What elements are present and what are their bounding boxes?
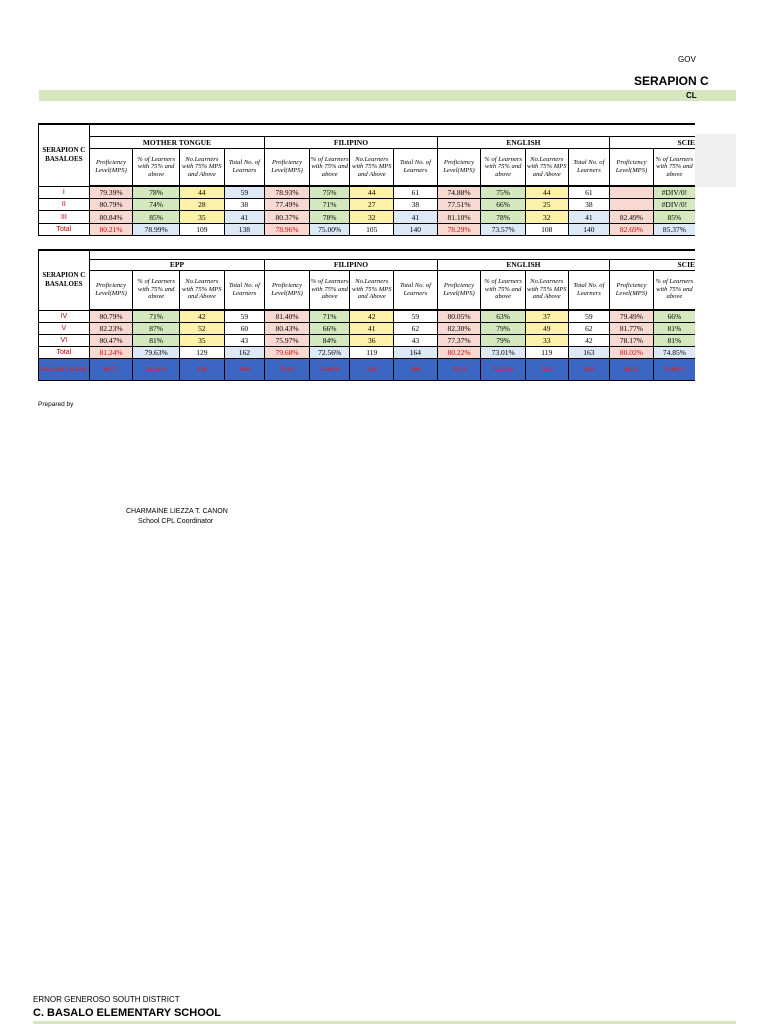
table-cell: 36 — [350, 334, 394, 346]
grand-total-cell: 224 — [350, 358, 394, 380]
table-cell: 41 — [224, 211, 265, 223]
table-cell: 42 — [350, 310, 394, 322]
table-cell: 79.68% — [265, 346, 310, 358]
grand-total-cell: 76.96% — [653, 358, 695, 380]
grand-total-cell: 80.55 — [610, 358, 654, 380]
table-cell: 41 — [350, 322, 394, 334]
column-subheader: No.Learners with 75% MPS and Above — [525, 149, 568, 186]
table-cell: 35 — [180, 211, 225, 223]
table-cell: 138 — [224, 223, 265, 235]
column-subheader: Total No. of Learners — [224, 149, 265, 186]
column-subheader: % of Learners with 75% and above — [481, 149, 526, 186]
column-subheader: % of Learners with 75% and above — [653, 149, 695, 186]
table-cell: 77.51% — [437, 199, 481, 211]
table-row — [39, 186, 696, 198]
table-cell: 42 — [568, 334, 610, 346]
table-cell: 78.29% — [437, 223, 481, 235]
table-cell: 28 — [180, 199, 225, 211]
table-cell: 78.96% — [265, 223, 310, 235]
table-cell: 81.10% — [437, 211, 481, 223]
table-cell: 129 — [180, 346, 225, 358]
grand-total-label: GRAND TOTAL — [39, 358, 90, 380]
table-cell: 164 — [394, 346, 438, 358]
grey-cell-block — [695, 134, 736, 187]
grand-total-cell: 79.31% — [133, 358, 180, 380]
table-cell: 78% — [481, 211, 526, 223]
table-cell: 38 — [568, 199, 610, 211]
grand-total-cell: 79.35 — [265, 358, 310, 380]
column-subheader: No.Learners with 75% MPS and Above — [180, 149, 225, 186]
header-gov-text: GOV — [678, 55, 696, 64]
table-cell: 81.77% — [610, 322, 654, 334]
proficiency-table-grades-1-3 — [38, 123, 695, 236]
table-cell: 32 — [525, 211, 568, 223]
table-cell: 109 — [180, 223, 225, 235]
table-cell: 78.93% — [265, 186, 310, 198]
table-cell: 80.05% — [437, 310, 481, 322]
table-cell: 72.56% — [309, 346, 350, 358]
table-top-spacer — [89, 250, 695, 259]
table-cell — [610, 199, 654, 211]
table-cell: 105 — [350, 223, 394, 235]
grade-label: IV — [39, 310, 90, 322]
grade-label: III — [39, 211, 90, 223]
table-cell: 75% — [309, 186, 350, 198]
grade-label: Total — [39, 223, 90, 235]
table-cell: 81% — [133, 334, 180, 346]
table-cell: 25 — [525, 199, 568, 211]
table-cell: 79% — [481, 322, 526, 334]
column-subheader: Total No. of Learners — [224, 270, 265, 309]
column-subheader: % of Learners with 75% and above — [309, 270, 350, 309]
table-cell: 85.37% — [653, 223, 695, 235]
table-cell: 75.00% — [309, 223, 350, 235]
table-row — [39, 310, 696, 322]
column-subheader: % of Learners with 75% and above — [309, 149, 350, 186]
table-cell: 82.30% — [437, 322, 481, 334]
table-cell: 59 — [568, 310, 610, 322]
table-cell: 41 — [394, 211, 438, 223]
table-cell: 81.40% — [265, 310, 310, 322]
table-cell: 80.47% — [89, 334, 133, 346]
subject-header-science: SCIE — [610, 136, 695, 148]
table-cell: 80.37% — [265, 211, 310, 223]
column-subheader: % of Learners with 75% and above — [133, 149, 180, 186]
header-subline: CL — [686, 91, 697, 100]
table-cell: 27 — [350, 199, 394, 211]
table-cell: 79.49% — [610, 310, 654, 322]
table-cell: 78% — [309, 211, 350, 223]
table-cell: 85% — [653, 211, 695, 223]
footer-district: ERNOR GENEROSO SOUTH DISTRICT — [33, 995, 180, 1004]
table-cell: 79.39% — [89, 186, 133, 198]
table-cell: 80.22% — [437, 346, 481, 358]
header-green-bar — [39, 90, 736, 101]
column-subheader: % of Learners with 75% and above — [133, 270, 180, 309]
column-subheader: No.Learners with 75% MPS and Above — [525, 270, 568, 309]
table-cell: 79% — [481, 334, 526, 346]
table-cell: 71% — [133, 310, 180, 322]
table-row — [39, 346, 696, 358]
table-cell: 80.79% — [89, 199, 133, 211]
table-cell: 61 — [568, 186, 610, 198]
table-cell: 62 — [568, 322, 610, 334]
subject-header-filipino: FILIPINO — [265, 259, 437, 270]
table-row — [39, 334, 696, 346]
table-cell: 43 — [394, 334, 438, 346]
table-cell: 78% — [133, 186, 180, 198]
table-cell: #DIV/0! — [653, 186, 695, 198]
table-cell: 59 — [224, 186, 265, 198]
table-cell: 119 — [525, 346, 568, 358]
table-cell: 62 — [394, 322, 438, 334]
table-cell: 38 — [224, 199, 265, 211]
table-cell: 75% — [481, 186, 526, 198]
table-cell: 82.69% — [610, 223, 654, 235]
table-cell: 74.85% — [653, 346, 695, 358]
subject-header-english: ENGLISH — [437, 259, 609, 270]
subject-header-filipino: FILIPINO — [265, 136, 437, 148]
table-cell: 73.01% — [481, 346, 526, 358]
table-cell: 78.17% — [610, 334, 654, 346]
table-cell: 80.02% — [610, 346, 654, 358]
table-cell — [610, 186, 654, 198]
column-subheader: Proficiency Level(MPS) — [265, 270, 310, 309]
column-subheader: % of Learners with 75% and above — [481, 270, 526, 309]
column-subheader: % of Learners with 75% and above — [653, 270, 695, 309]
table-cell: 37 — [525, 310, 568, 322]
grade-label: II — [39, 199, 90, 211]
column-subheader: Total No. of Learners — [568, 149, 610, 186]
grand-total-cell: 304 — [394, 358, 438, 380]
table-cell: 63% — [481, 310, 526, 322]
column-subheader: Proficiency Level(MPS) — [89, 270, 133, 309]
column-subheader: Total No. of Learners — [394, 270, 438, 309]
table-cell: 85% — [133, 211, 180, 223]
grade-label: V — [39, 322, 90, 334]
table-cell: 80.79% — [89, 310, 133, 322]
table-cell: 82.23% — [89, 322, 133, 334]
column-subheader: No.Learners with 75% MPS and Above — [350, 270, 394, 309]
grand-total-cell: 300 — [224, 358, 265, 380]
table-row — [39, 199, 696, 211]
table-cell: 162 — [224, 346, 265, 358]
table-cell: 163 — [568, 346, 610, 358]
subject-header-mother-tongue: MOTHER TONGUE — [89, 136, 265, 148]
table-cell: 74.88% — [437, 186, 481, 198]
table-cell: 59 — [224, 310, 265, 322]
table-cell: 44 — [350, 186, 394, 198]
column-subheader: Proficiency Level(MPS) — [437, 270, 481, 309]
table-cell: 75.97% — [265, 334, 310, 346]
table-cell: 84% — [309, 334, 350, 346]
table-cell: 44 — [180, 186, 225, 198]
table-cell: 71% — [309, 310, 350, 322]
grand-total-cell: 303 — [568, 358, 610, 380]
grade-label: I — [39, 186, 90, 198]
column-subheader: Proficiency Level(MPS) — [89, 149, 133, 186]
subject-header-science: SCIE — [610, 259, 695, 270]
grand-total-cell: 80.77 — [89, 358, 133, 380]
column-subheader: Proficiency Level(MPS) — [610, 149, 654, 186]
table-cell: 66% — [481, 199, 526, 211]
table-cell: 119 — [350, 346, 394, 358]
school-name-cell: SERAPION C BASALOES — [39, 124, 90, 186]
column-subheader: Proficiency Level(MPS) — [437, 149, 481, 186]
table-cell: 49 — [525, 322, 568, 334]
column-subheader: Proficiency Level(MPS) — [610, 270, 654, 309]
table-cell: 108 — [525, 223, 568, 235]
subject-header-epp: EPP — [89, 259, 265, 270]
table-cell: 80.84% — [89, 211, 133, 223]
table-cell: 33 — [525, 334, 568, 346]
table-top-spacer — [89, 124, 695, 136]
table-cell: 80.43% — [265, 322, 310, 334]
table-cell: 71% — [309, 199, 350, 211]
table-cell: 52 — [180, 322, 225, 334]
column-subheader: Proficiency Level(MPS) — [265, 149, 310, 186]
signatory-name: CHARMAINE LIEZZA T. CANON — [126, 508, 228, 515]
table-cell: 78.99% — [133, 223, 180, 235]
table-cell: 140 — [568, 223, 610, 235]
prepared-by-label: Prepared by — [38, 401, 74, 408]
table-cell: 82.49% — [610, 211, 654, 223]
table-cell: 81.24% — [89, 346, 133, 358]
table-cell: 44 — [525, 186, 568, 198]
table-cell: 73.57% — [481, 223, 526, 235]
table-row — [39, 223, 696, 235]
table-row — [39, 322, 696, 334]
grade-label: VI — [39, 334, 90, 346]
table-cell: 35 — [180, 334, 225, 346]
table-cell: 42 — [180, 310, 225, 322]
subject-header-english: ENGLISH — [437, 136, 609, 148]
grand-total-cell: 79.31 — [437, 358, 481, 380]
signatory-title: School CPL Coordinator — [138, 518, 214, 525]
table-cell: 43 — [224, 334, 265, 346]
grand-total-cell: 73.68% — [309, 358, 350, 380]
grade-label: Total — [39, 346, 90, 358]
column-subheader: Total No. of Learners — [568, 270, 610, 309]
table-cell: 38 — [394, 199, 438, 211]
column-subheader: No.Learners with 75% MPS and Above — [180, 270, 225, 309]
footer-school-name: C. BASALO ELEMENTARY SCHOOL — [33, 1007, 222, 1019]
table-cell: 81% — [653, 334, 695, 346]
table-cell: 80.21% — [89, 223, 133, 235]
table-cell: 60 — [224, 322, 265, 334]
school-name-cell: SERAPION C BASALOES — [39, 250, 90, 310]
table-cell: 140 — [394, 223, 438, 235]
table-cell: 61 — [394, 186, 438, 198]
column-subheader: No.Learners with 75% MPS and Above — [350, 149, 394, 186]
grand-total-cell: 238 — [180, 358, 225, 380]
table-row — [39, 211, 696, 223]
table-cell: 66% — [653, 310, 695, 322]
grand-total-cell: 222 — [525, 358, 568, 380]
table-cell: 87% — [133, 322, 180, 334]
grand-total-cell: 73.27% — [481, 358, 526, 380]
grand-total-row — [39, 358, 696, 380]
table-cell: 74% — [133, 199, 180, 211]
table-cell: #DIV/0! — [653, 199, 695, 211]
table-cell: 77.49% — [265, 199, 310, 211]
table-cell: 77.37% — [437, 334, 481, 346]
table-cell: 32 — [350, 211, 394, 223]
table-cell: 66% — [309, 322, 350, 334]
table-cell: 41 — [568, 211, 610, 223]
proficiency-table-grades-4-6 — [38, 249, 695, 381]
column-subheader: Total No. of Learners — [394, 149, 438, 186]
table-cell: 79.63% — [133, 346, 180, 358]
header-school-name: SERAPION C — [634, 74, 709, 88]
table-cell: 59 — [394, 310, 438, 322]
table-cell: 81% — [653, 322, 695, 334]
